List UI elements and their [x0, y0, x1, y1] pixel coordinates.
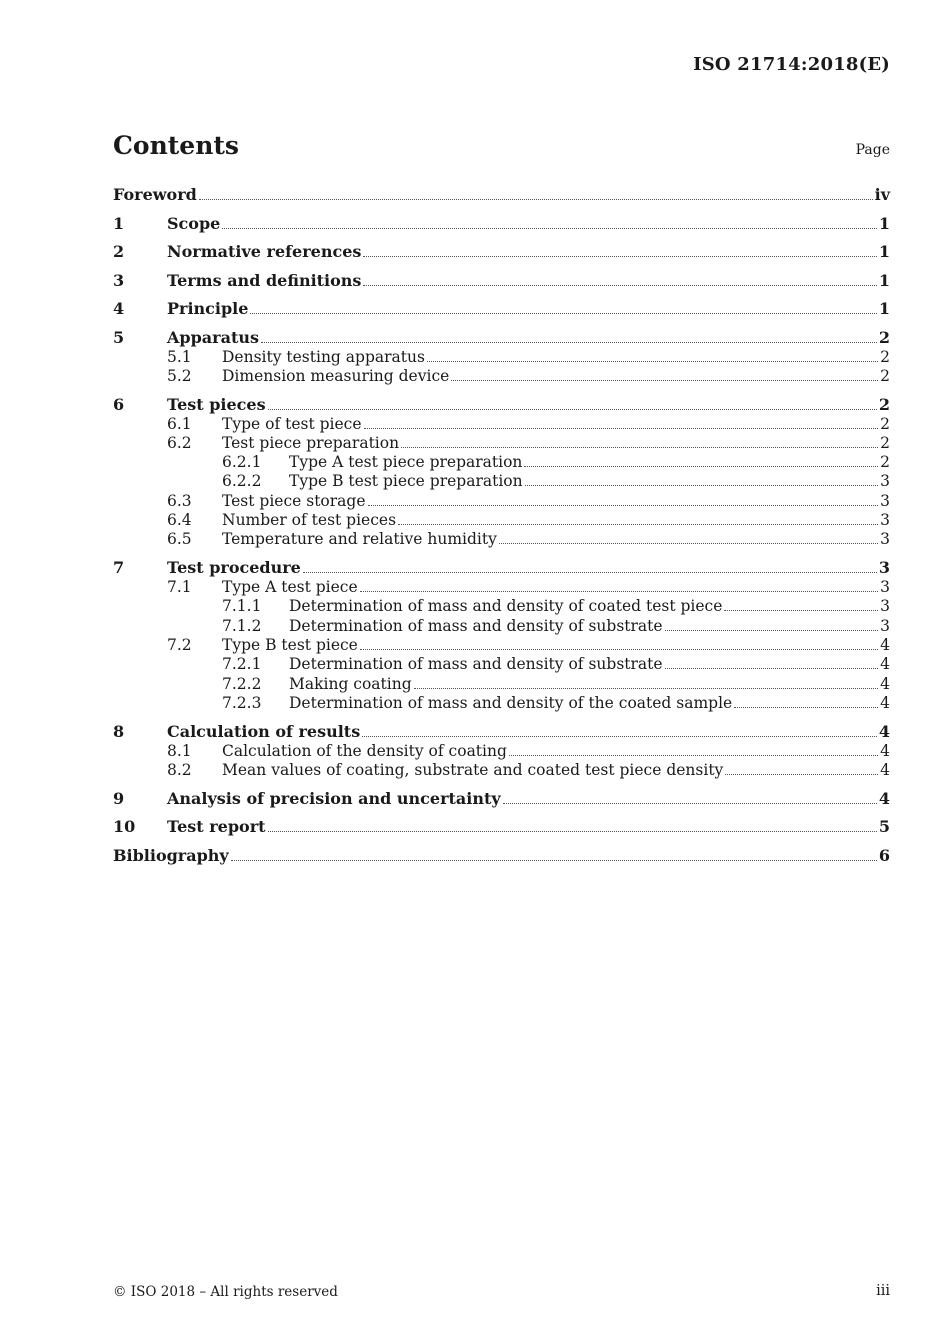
toc-entry[interactable]	[113, 327, 890, 348]
toc-entry-title: Making coating	[289, 674, 412, 693]
toc-entry-page: 2	[880, 414, 890, 433]
dot-leader	[360, 590, 878, 592]
dot-leader	[222, 227, 877, 229]
dot-leader	[724, 609, 878, 611]
dot-leader	[503, 802, 877, 804]
toc-entry-title: Type B test piece	[222, 636, 358, 655]
dot-leader	[368, 504, 878, 506]
toc-entry[interactable]	[113, 453, 890, 472]
dot-leader	[734, 706, 878, 708]
toc-entry-title: Type of test piece	[222, 414, 362, 433]
toc-entry[interactable]	[113, 761, 890, 780]
toc-entry[interactable]	[113, 845, 890, 866]
toc-entry-number: 5.2	[167, 366, 192, 385]
toc-entry[interactable]	[113, 675, 890, 694]
dot-leader	[268, 408, 877, 410]
toc-entry-number: 6.5	[167, 530, 192, 549]
toc-entry-title: Scope	[167, 213, 221, 233]
toc-entry-page: 2	[880, 366, 890, 385]
dot-leader	[451, 379, 878, 381]
toc-entry[interactable]	[113, 597, 890, 616]
toc-entry-number: 6.1	[167, 414, 192, 433]
dot-leader	[362, 735, 877, 737]
toc-entry-title: Test piece preparation	[222, 433, 400, 452]
dot-leader	[360, 648, 878, 650]
toc-entry-title: Test report	[167, 817, 266, 837]
toc-entry-page: 1	[878, 213, 890, 233]
toc-entry-number: 3	[113, 270, 125, 290]
toc-entry-page: 4	[880, 655, 890, 674]
dot-leader	[665, 667, 878, 669]
toc-entry-title: Type A test piece preparation	[289, 453, 523, 472]
toc-entry-page: 3	[880, 616, 890, 635]
toc-entry-number: 6.2.2	[222, 472, 262, 491]
toc-entry-title: Bibliography	[113, 845, 229, 865]
toc-entry[interactable]	[113, 213, 890, 234]
dot-leader	[499, 542, 878, 544]
toc-entry[interactable]	[113, 511, 890, 530]
dot-leader	[398, 523, 878, 525]
dot-leader	[268, 830, 877, 832]
toc-entry[interactable]	[113, 742, 890, 761]
toc-entry-title: Type B test piece preparation	[289, 472, 523, 491]
toc-entry[interactable]	[113, 492, 890, 511]
toc-entry-title: Test procedure	[167, 558, 301, 578]
table-of-contents	[113, 184, 890, 866]
toc-entry[interactable]	[113, 694, 890, 713]
toc-entry-number: 7.1.1	[222, 597, 262, 616]
dot-leader	[303, 571, 877, 573]
dot-leader	[363, 255, 876, 257]
toc-entry-title: Determination of mass and density of substrate	[289, 616, 663, 635]
toc-entry-number: 7.2.2	[222, 674, 262, 693]
toc-entry-title: Analysis of precision and uncertainty	[167, 788, 501, 808]
toc-entry-title: Test pieces	[167, 394, 266, 414]
toc-entry-page: 3	[880, 578, 890, 597]
page-column-label: Page	[855, 142, 890, 158]
toc-entry[interactable]	[113, 655, 890, 674]
toc-entry-page: 4	[878, 721, 890, 741]
toc-entry[interactable]	[113, 348, 890, 367]
toc-entry-title: Calculation of results	[167, 721, 361, 741]
toc-entry-page: 3	[880, 597, 890, 616]
toc-entry[interactable]	[113, 788, 890, 809]
dot-leader	[509, 754, 878, 756]
toc-entry-page: 4	[880, 693, 890, 712]
toc-entry-page: 3	[880, 472, 890, 491]
toc-entry-page: 2	[880, 453, 890, 472]
toc-entry-number: 6.3	[167, 491, 192, 510]
toc-entry[interactable]	[113, 298, 890, 319]
toc-entry-page: 3	[880, 530, 890, 549]
toc-entry-page: 4	[880, 636, 890, 655]
toc-entry[interactable]	[113, 557, 890, 578]
toc-entry-number: 7	[113, 558, 125, 578]
toc-entry-page: 1	[878, 242, 890, 261]
toc-entry-page: 4	[880, 761, 890, 780]
toc-entry-title: Determination of mass and density of coated test piece	[289, 597, 723, 616]
dot-leader	[199, 198, 873, 200]
toc-entry[interactable]	[113, 367, 890, 386]
toc-entry-title: Apparatus	[167, 327, 259, 347]
page-number: iii	[876, 1283, 890, 1299]
toc-entry[interactable]	[113, 241, 890, 262]
toc-entry-page: 4	[880, 741, 890, 760]
toc-entry[interactable]	[113, 270, 890, 291]
toc-entry-title: Mean values of coating, substrate and coated test piece density	[222, 761, 724, 780]
toc-entry-page: 3	[880, 491, 890, 510]
toc-entry-title: Calculation of the density of coating	[222, 741, 507, 760]
toc-entry-number: 7.1	[167, 578, 192, 597]
toc-entry[interactable]	[113, 415, 890, 434]
toc-entry-number: 8	[113, 721, 125, 741]
toc-entry[interactable]	[113, 578, 890, 597]
toc-entry-number: 6.2.1	[222, 453, 262, 472]
toc-entry-number: 7.1.2	[222, 616, 262, 635]
copyright-notice: © ISO 2018 – All rights reserved	[113, 1284, 338, 1300]
toc-entry-number: 4	[113, 299, 125, 318]
toc-entry-page: 4	[880, 674, 890, 693]
toc-entry-title: Principle	[167, 299, 249, 318]
toc-entry-title: Density testing apparatus	[222, 347, 425, 366]
toc-entry-number: 5.1	[167, 347, 192, 366]
dot-leader	[525, 484, 878, 486]
toc-entry-number: 10	[113, 817, 136, 837]
toc-entry-title: Foreword	[113, 185, 197, 204]
toc-entry-page: 2	[880, 347, 890, 366]
toc-entry-page: 6	[878, 845, 890, 865]
toc-entry-page: 5	[878, 817, 890, 837]
toc-entry-number: 7.2.3	[222, 693, 262, 712]
toc-entry-title: Test piece storage	[222, 491, 366, 510]
toc-entry-number: 2	[113, 242, 125, 261]
toc-entry-page: 2	[878, 327, 890, 347]
page-title: Contents	[113, 131, 240, 160]
toc-entry-title: Type A test piece	[222, 578, 358, 597]
toc-entry-page: 2	[880, 433, 890, 452]
dot-leader	[725, 773, 878, 775]
toc-entry[interactable]	[113, 636, 890, 655]
dot-leader	[363, 284, 876, 286]
toc-entry-number: 5	[113, 327, 125, 347]
toc-entry-number: 6.2	[167, 433, 192, 452]
document-id: ISO 21714:2018(E)	[693, 54, 890, 75]
dot-leader	[665, 629, 878, 631]
dot-leader	[401, 446, 878, 448]
dot-leader	[250, 312, 876, 314]
toc-entry-number: 6.4	[167, 511, 192, 530]
toc-entry-page: iv	[874, 185, 890, 204]
toc-entry-number: 8.2	[167, 761, 192, 780]
toc-entry-title: Determination of mass and density of the coated sample	[289, 693, 733, 712]
toc-entry-page: 4	[878, 788, 890, 808]
dot-leader	[261, 341, 877, 343]
toc-entry-page: 2	[878, 394, 890, 414]
toc-entry[interactable]	[113, 617, 890, 636]
dot-leader	[364, 427, 878, 429]
toc-entry-title: Terms and definitions	[167, 270, 362, 290]
toc-entry-number: 6	[113, 394, 125, 414]
toc-entry[interactable]	[113, 394, 890, 415]
toc-entry-title: Number of test pieces	[222, 511, 397, 530]
toc-entry-title: Normative references	[167, 242, 362, 261]
toc-entry-title: Dimension measuring device	[222, 366, 450, 385]
toc-entry[interactable]	[113, 434, 890, 453]
toc-entry[interactable]	[113, 816, 890, 837]
toc-entry[interactable]	[113, 721, 890, 742]
toc-entry-number: 1	[113, 213, 125, 233]
dot-leader	[231, 859, 877, 861]
toc-entry-page: 3	[880, 511, 890, 530]
toc-entry[interactable]	[113, 472, 890, 491]
toc-entry-title: Temperature and relative humidity	[222, 530, 497, 549]
toc-entry[interactable]	[113, 184, 890, 205]
toc-entry-page: 3	[878, 558, 890, 578]
toc-entry-title: Determination of mass and density of substrate	[289, 655, 663, 674]
toc-entry-number: 7.2.1	[222, 655, 262, 674]
toc-entry-number: 7.2	[167, 636, 192, 655]
toc-entry-number: 8.1	[167, 741, 192, 760]
dot-leader	[427, 360, 878, 362]
toc-entry-page: 1	[878, 299, 890, 318]
toc-entry-number: 9	[113, 788, 125, 808]
dot-leader	[414, 687, 878, 689]
toc-entry[interactable]	[113, 530, 890, 549]
dot-leader	[524, 465, 878, 467]
toc-entry-page: 1	[878, 270, 890, 290]
